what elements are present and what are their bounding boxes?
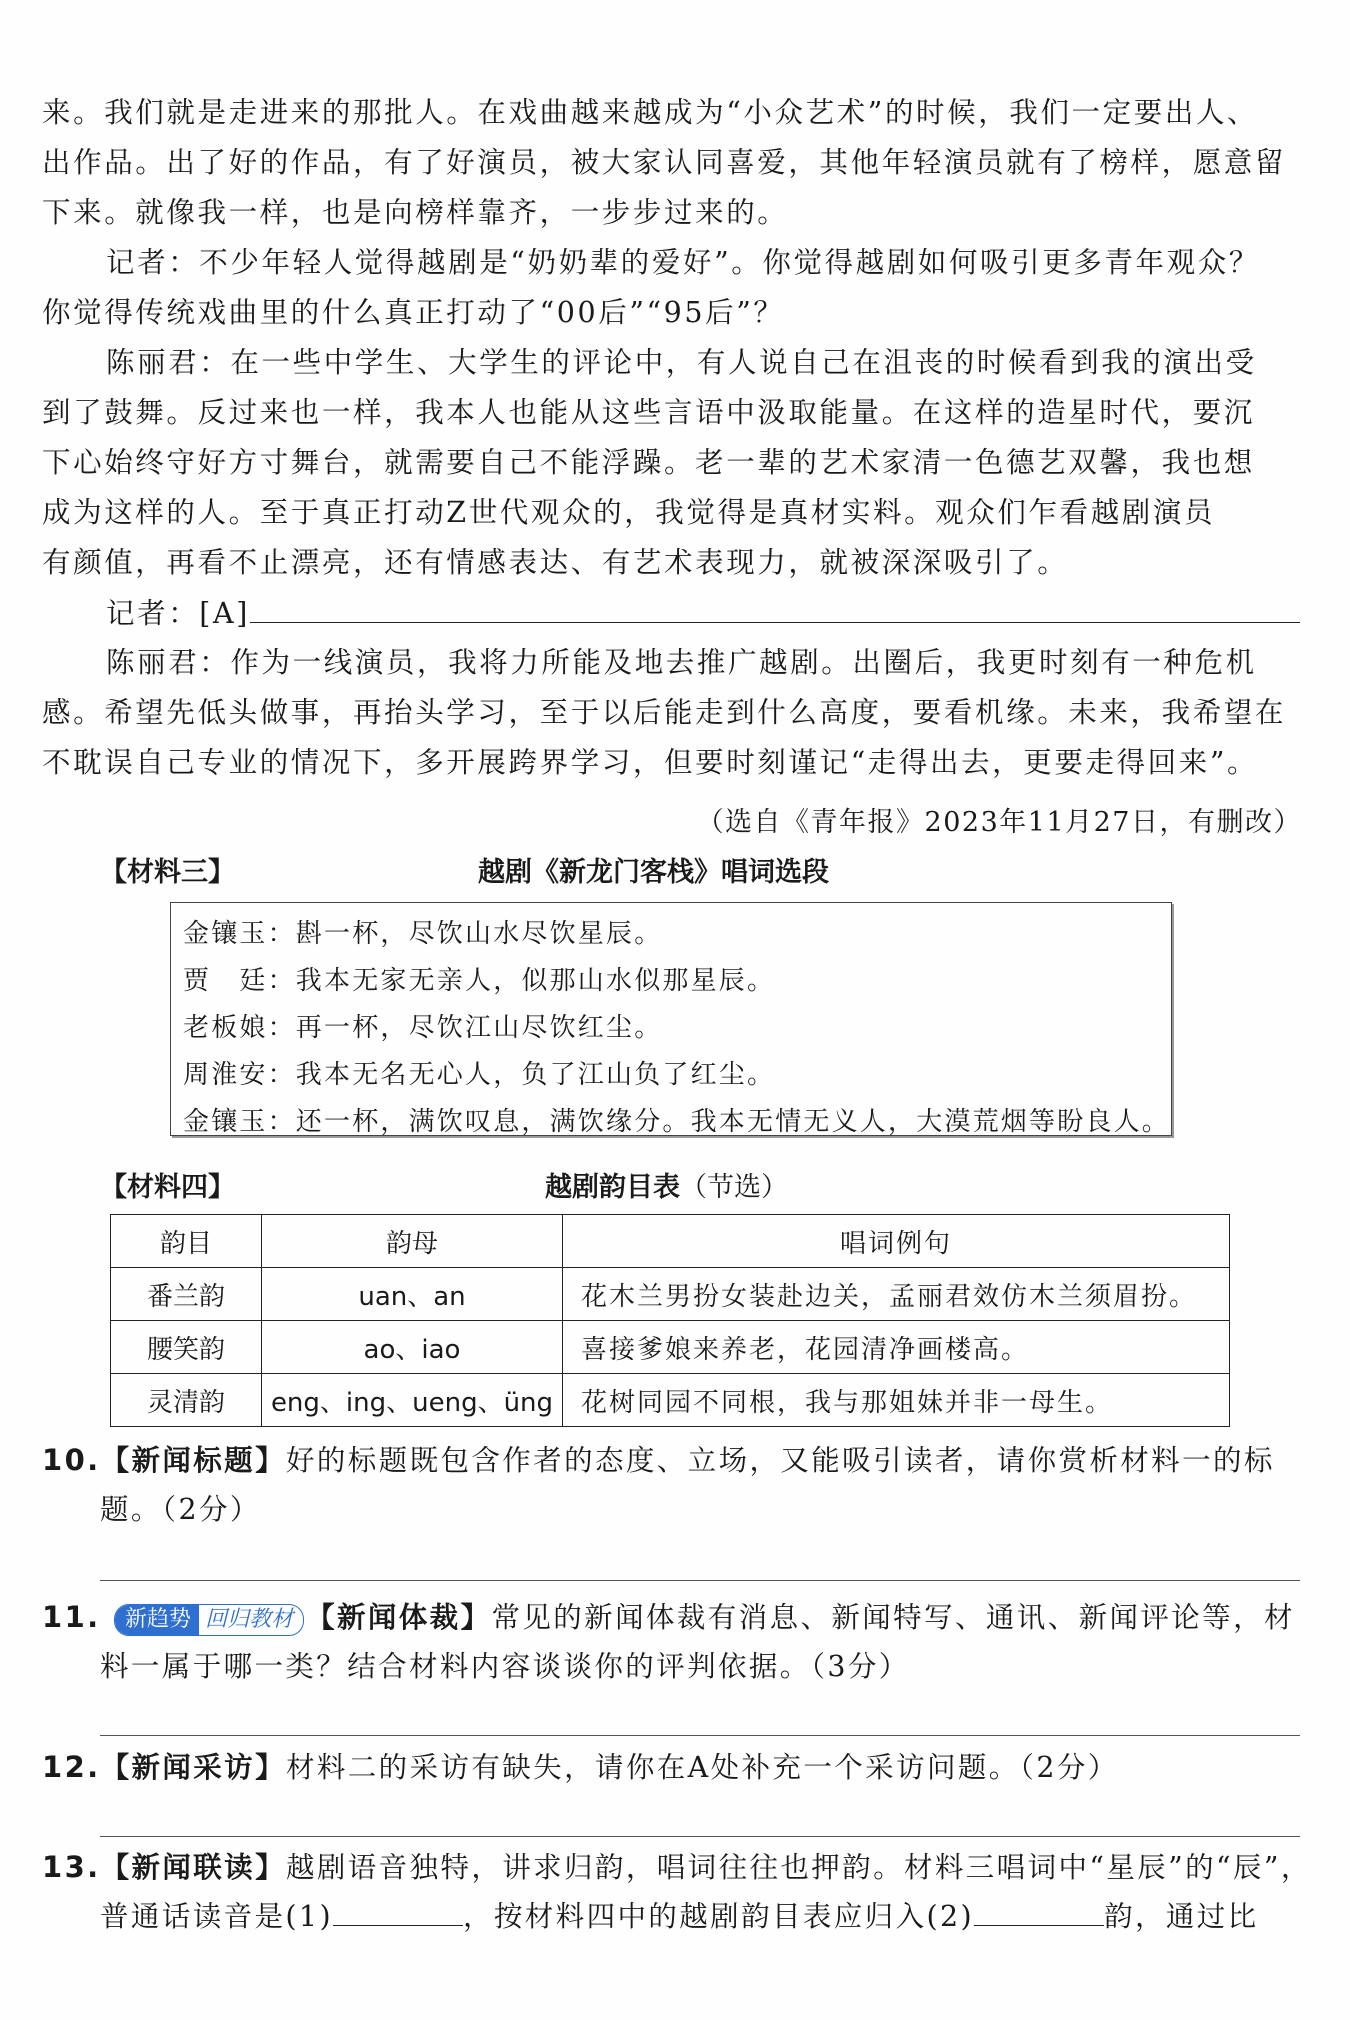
header-cell: 唱词例句 <box>563 1215 1230 1268</box>
text-line: 你觉得传统戏曲里的什么真正打动了“00后”“95后”？ <box>42 296 785 329</box>
table-row <box>111 1321 1230 1374</box>
question-12 <box>42 1742 1302 1792</box>
table-row <box>111 1268 1230 1321</box>
lyric-line: 金镶玉：斟一杯，尽饮山水尽饮星辰。 <box>183 919 663 949</box>
interview-text <box>42 88 1297 788</box>
lyric-line: 金镶玉：还一杯，满饮叹息，满饮缘分。我本无情无义人，大漠荒烟等盼良人。 <box>183 1107 1171 1137</box>
lyrics-box <box>170 902 1172 1136</box>
answer-line[interactable] <box>100 1735 1300 1736</box>
text-line: 不耽误自己专业的情况下，多开展跨界学习，但要时刻谨记“走得出去，更要走得回来”。 <box>42 746 1259 779</box>
table-cell: eng、ing、ueng、üng <box>262 1374 563 1427</box>
question-10 <box>42 1435 1302 1535</box>
table-header-row <box>111 1215 1230 1268</box>
header-cell: 韵母 <box>262 1215 563 1268</box>
question-tag: 【新闻联读】 <box>100 1851 286 1884</box>
lyric-line: 周淮安：我本无名无心人，负了江山负了红尘。 <box>183 1060 776 1090</box>
table-cell: 花木兰男扮女装赴边关，孟丽君效仿木兰须眉扮。 <box>563 1268 1230 1321</box>
text-line: 成为这样的人。至于真正打动Z世代观众的，我觉得是真材实料。观众们乍看越剧演员 <box>42 496 1216 529</box>
lyric-line: 贾 廷：我本无家无亲人，似那山水似那星辰。 <box>183 966 776 996</box>
material3-heading: 【材料三】 <box>100 857 235 888</box>
table-cell: 喜接爹娘来养老，花园清净画楼高。 <box>563 1321 1230 1374</box>
text-line: 陈丽君：在一些中学生、大学生的评论中，有人说自己在沮丧的时候看到我的演出受 <box>106 346 1257 379</box>
trend-badge-sub: 回归教材 <box>205 1606 294 1632</box>
reporter-question-a-label: 记者：[A] <box>106 597 250 630</box>
question-text: 韵，通过比 <box>1104 1900 1259 1933</box>
text-line: 下心始终守好方寸舞台，就需要自己不能浮躁。老一辈的艺术家清一色德艺双馨，我也想 <box>42 446 1255 479</box>
table-cell: 番兰韵 <box>111 1268 262 1321</box>
text-line: 下来。就像我一样，也是向榜样靠齐，一步步过来的。 <box>42 196 789 229</box>
material3-title: 越剧《新龙门客栈》唱词选段 <box>478 857 829 888</box>
header-cell: 韵目 <box>111 1215 262 1268</box>
material4-heading: 【材料四】 <box>100 1172 235 1203</box>
answer-line[interactable] <box>100 1836 1300 1837</box>
table-cell: ao、iao <box>262 1321 563 1374</box>
question-number: 12. <box>42 1750 101 1784</box>
text-line: 陈丽君：作为一线演员，我将力所能及地去推广越剧。出圈后，我更时刻有一种危机 <box>106 646 1257 679</box>
question-number: 11. <box>42 1600 101 1634</box>
text-line: 记者：不少年轻人觉得越剧是“奶奶辈的爱好”。你觉得越剧如何吸引更多青年观众？ <box>106 246 1260 279</box>
material4-title-note: （节选） <box>680 1172 788 1203</box>
table-cell: 腰笑韵 <box>111 1321 262 1374</box>
question-text: 常见的新闻体裁有消息、新闻特写、通讯、新闻评论等，材 <box>491 1601 1295 1634</box>
table-cell: 花树同园不同根，我与那姐妹并非一母生。 <box>563 1374 1230 1427</box>
text-line: 到了鼓舞。反过来也一样，我本人也能从这些言语中汲取能量。在这样的造星时代，要沉 <box>42 396 1255 429</box>
question-tag: 【新闻采访】 <box>100 1751 286 1784</box>
table-cell: 灵清韵 <box>111 1374 262 1427</box>
question-text: 题。（2分） <box>100 1493 261 1526</box>
trend-badge <box>114 1604 304 1636</box>
text-line: 出作品。出了好的作品，有了好演员，被大家认同喜爱，其他年轻演员就有了榜样，愿意留 <box>42 146 1287 179</box>
reporter-question-a <box>42 588 1297 638</box>
text-line: 来。我们就是走进来的那批人。在戏曲越来越成为“小众艺术”的时候，我们一定要出人、 <box>42 96 1259 129</box>
question-number: 10. <box>42 1443 101 1477</box>
question-text: ，按材料四中的越剧韵目表应归入(2) <box>462 1900 975 1933</box>
text-line: 感。希望先低头做事，再抬头学习，至于以后能走到什么高度，要看机缘。未来，我希望在 <box>42 696 1287 729</box>
table-row <box>111 1374 1230 1427</box>
question-tag: 【新闻体裁】 <box>306 1601 492 1634</box>
trend-badge-main: 新趋势 <box>115 1605 199 1635</box>
question-11 <box>42 1592 1302 1692</box>
question-text: 普通话读音是(1) <box>100 1900 333 1933</box>
answer-blank-2[interactable] <box>974 1895 1104 1926</box>
question-text: 好的标题既包含作者的态度、立场，又能吸引读者，请你赏析材料一的标 <box>285 1444 1275 1477</box>
lyric-line: 老板娘：再一杯，尽饮江山尽饮红尘。 <box>183 1013 663 1043</box>
table-cell: uan、an <box>262 1268 563 1321</box>
material4-title <box>545 1165 788 1204</box>
question-13 <box>42 1842 1312 1942</box>
rhyme-table <box>110 1214 1230 1427</box>
answer-blank-1[interactable] <box>333 1895 463 1926</box>
source-citation: （选自《青年报》2023年11月27日，有删改） <box>696 807 1302 838</box>
question-text: 料一属于哪一类？结合材料内容谈谈你的评判依据。（3分） <box>100 1650 910 1683</box>
text-line: 有颜值，再看不止漂亮，还有情感表达、有艺术表现力，就被深深吸引了。 <box>42 546 1069 579</box>
question-text: 越剧语音独特，讲求归韵，唱词往往也押韵。材料三唱词中“星辰”的“辰”， <box>285 1851 1312 1884</box>
question-number: 13. <box>42 1850 101 1884</box>
material4-title-text: 越剧韵目表 <box>545 1172 680 1203</box>
answer-blank-a[interactable] <box>250 588 1300 623</box>
answer-line[interactable] <box>100 1580 1300 1581</box>
question-tag: 【新闻标题】 <box>100 1444 286 1477</box>
question-text: 材料二的采访有缺失，请你在A处补充一个采访问题。（2分） <box>285 1751 1119 1784</box>
